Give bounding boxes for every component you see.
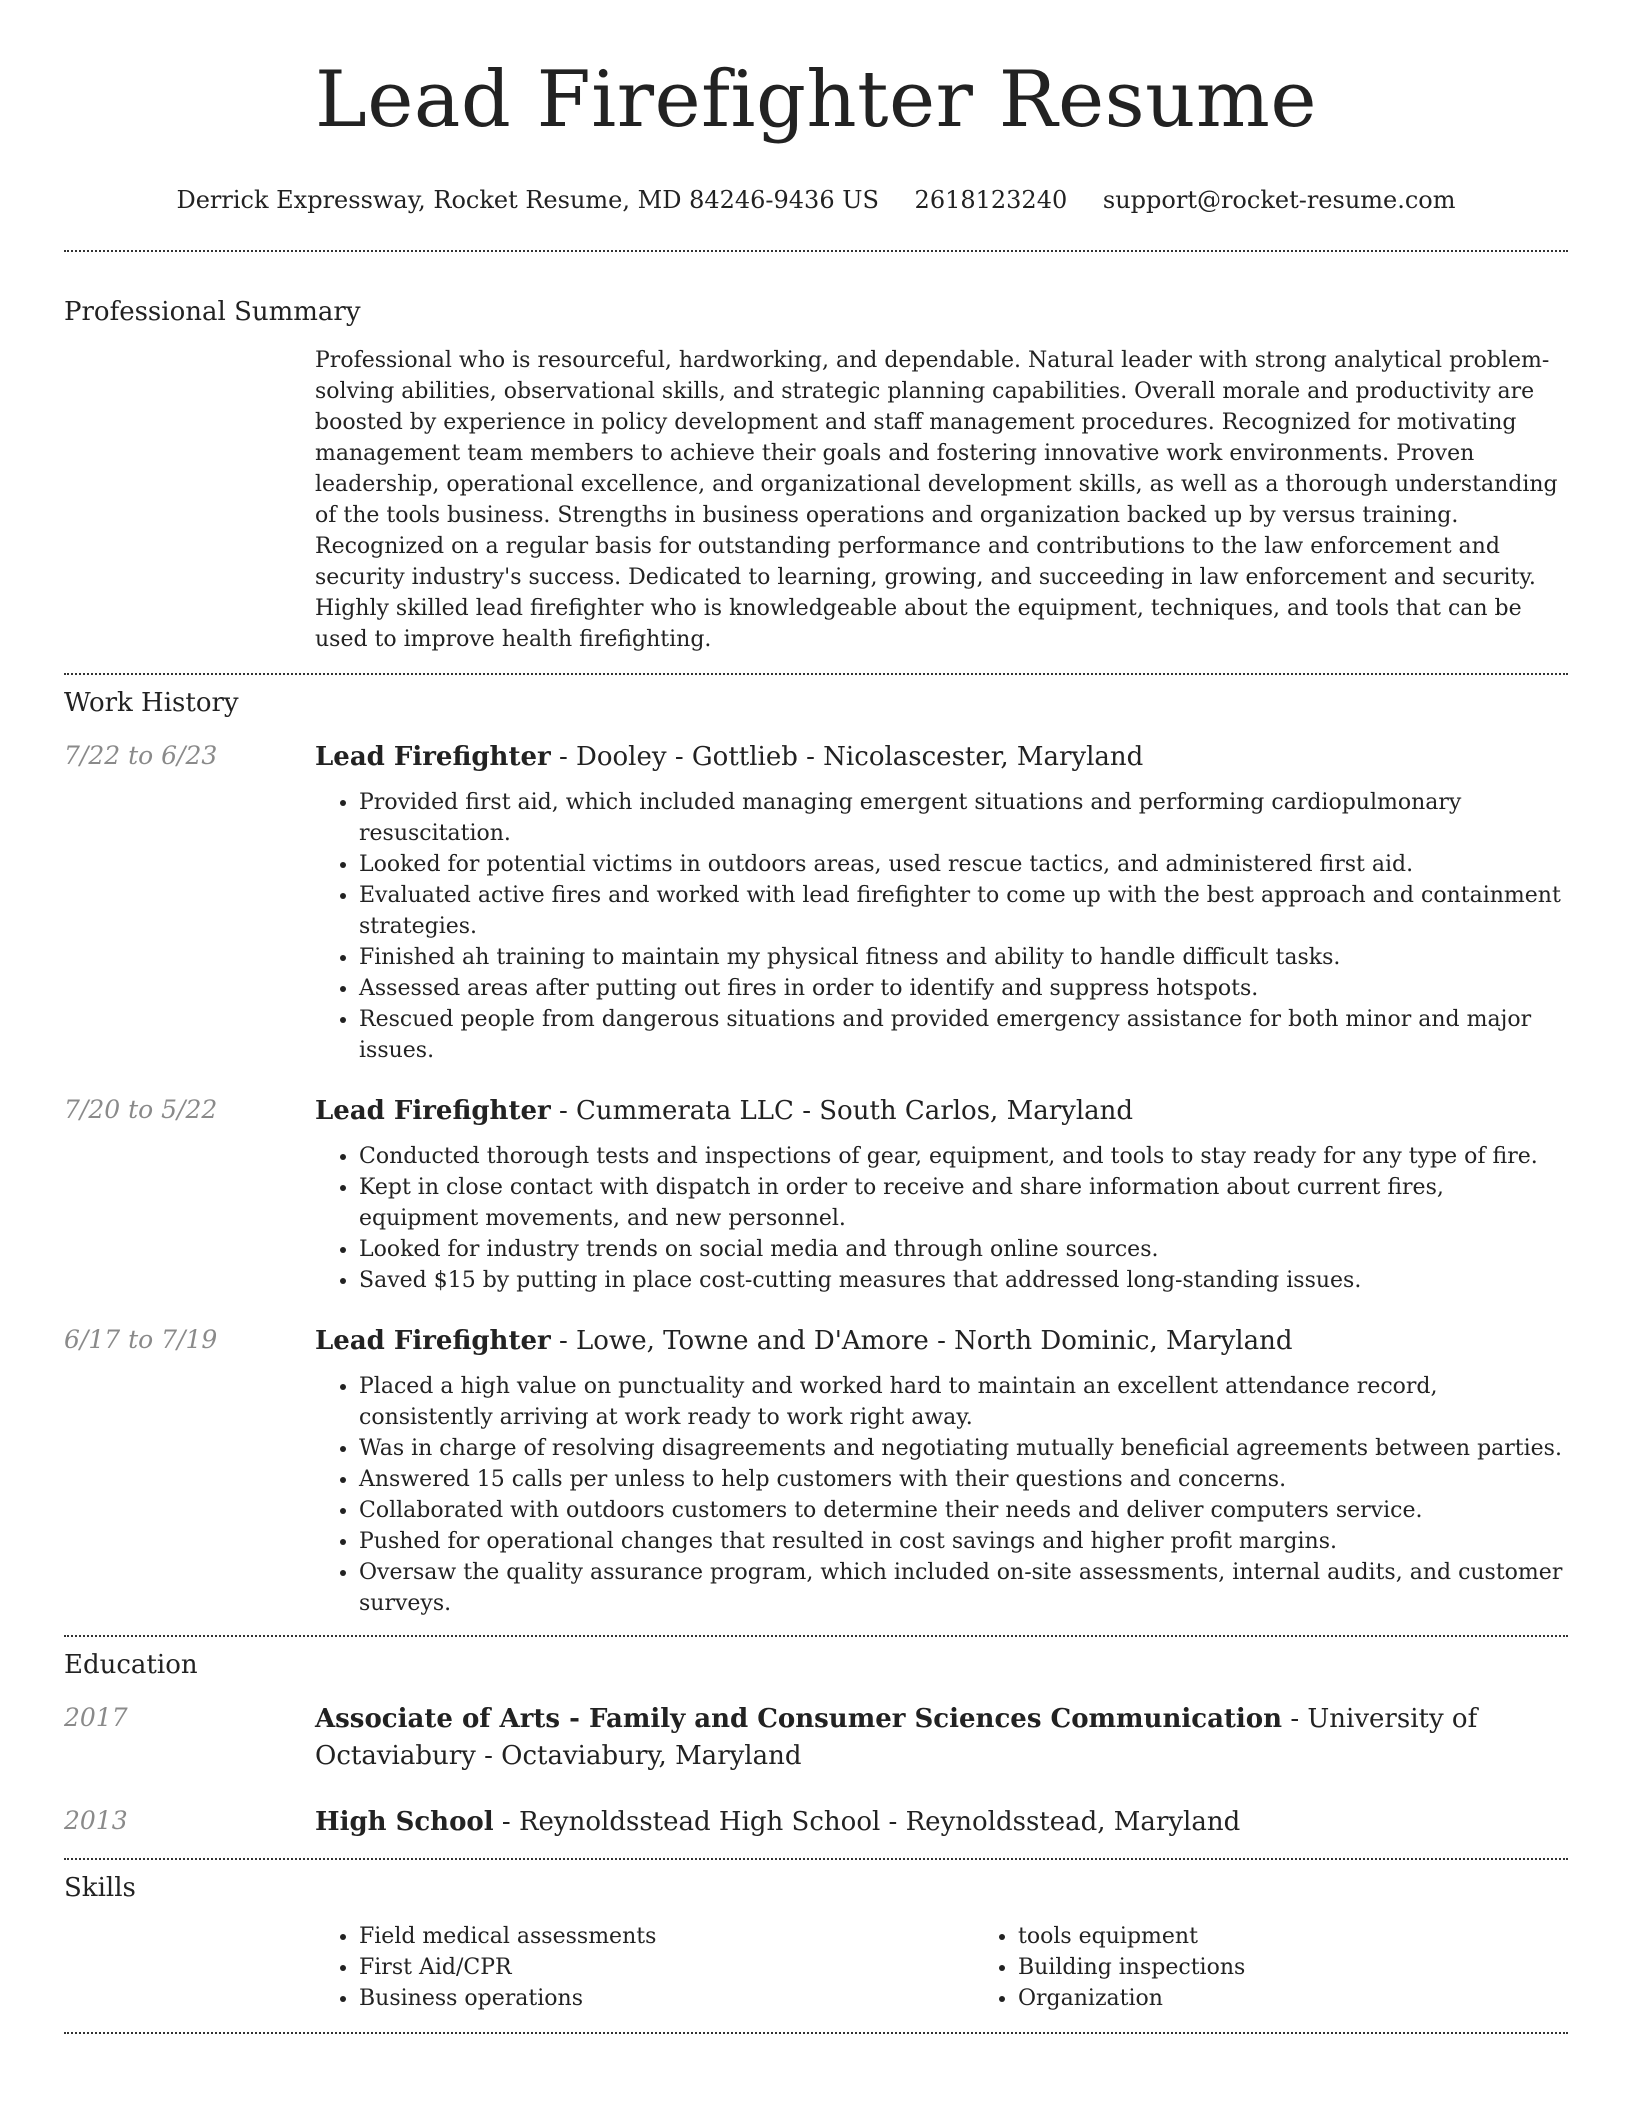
summary-text: Professional who is resourceful, hardworking, and dependable. Natural leader with strong analytical problem-solving abilities, observational skills, and strategic planning capabilities. Overall morale and productivity are boosted by experience in policy development and staff management procedures. Recognized for motivating management team members to achieve their goals and fostering innovative work environments. Proven leadership, operational excellence, and organizational development skills, as well as a thorough understanding of the tools business. Strengths in business operations and organization backed up by versus training. Recognized on a regular basis for outstanding performance and contributions to the law enforcement and security industry's success. Dedicated to learning, growing, and succeeding in law enforcement and security. Highly skilled lead firefighter who is knowledgeable about the equipment, techniques, and tools that can be used to improve health firefighting. xyxy=(315,348,1558,652)
divider xyxy=(64,1635,1568,1637)
skill-item: • tools equipment xyxy=(1018,1921,1632,1952)
list-item: • Oversaw the quality assurance program, which included on-site assessments, internal audits, and customer surveys. xyxy=(359,1557,1568,1619)
job-bullets-row xyxy=(64,1371,1568,1619)
skill-item: • Field medical assessments xyxy=(359,1921,974,1952)
divider xyxy=(64,2032,1568,2034)
list-item: • Finished ah training to maintain my physical fitness and ability to handle difficult tasks. xyxy=(359,942,1568,973)
job-entry xyxy=(64,1093,1568,1296)
job-entry xyxy=(64,739,1568,1066)
list-item: • Collaborated with outdoors customers to determine their needs and deliver computers service. xyxy=(359,1495,1568,1526)
job-role: Lead Firefighter xyxy=(315,742,551,772)
section-heading-skills: Skills xyxy=(64,1873,136,1903)
job-bullets-spacer xyxy=(64,1371,315,1619)
list-item: • Assessed areas after putting out fires in order to identify and suppress hotspots. xyxy=(359,973,1568,1004)
job-dates: 7/20 to 5/22 xyxy=(64,1095,218,1124)
contact-address: Derrick Expressway, Rocket Resume, MD 84246-9436 US xyxy=(176,186,879,214)
job-bullets-row xyxy=(64,1141,1568,1296)
skills-column xyxy=(315,1921,974,2014)
job-bullets-spacer xyxy=(64,1141,315,1296)
job-title xyxy=(315,739,1568,775)
list-item: • Placed a high value on punctuality and worked hard to maintain an excellent attendance record, consistently arriving at work ready to work right away. xyxy=(359,1371,1568,1433)
education-title xyxy=(315,1804,1568,1841)
job-header xyxy=(64,739,1568,775)
education-details: - University of Octaviabury - Octaviabury, Maryland xyxy=(315,1704,1478,1771)
list-item: • Answered 15 calls per unless to help customers with their questions and concerns. xyxy=(359,1464,1568,1495)
list-item: • Was in charge of resolving disagreements and negotiating mutually beneficial agreements between parties. xyxy=(359,1433,1568,1464)
skill-item: • First Aid/CPR xyxy=(359,1952,974,1983)
contact-email: support@rocket-resume.com xyxy=(1102,186,1456,214)
job-title xyxy=(315,1093,1568,1129)
skills-grid xyxy=(315,1921,1632,2014)
section-heading-education: Education xyxy=(64,1650,198,1680)
divider xyxy=(64,673,1568,675)
job-bullets-spacer xyxy=(64,787,315,1066)
contact-line xyxy=(64,184,1568,216)
job-role: Lead Firefighter xyxy=(315,1326,551,1356)
job-bullets xyxy=(315,787,1568,1066)
divider xyxy=(64,1858,1568,1860)
divider xyxy=(64,250,1568,252)
list-item: • Provided first aid, which included managing emergent situations and performing cardiopulmonary resuscitation. xyxy=(359,787,1568,849)
education-entry xyxy=(64,1804,1568,1841)
skills-column xyxy=(974,1921,1632,2014)
resume-page xyxy=(64,0,1568,2034)
list-item: • Conducted thorough tests and inspections of gear, equipment, and tools to stay ready for any type of fire. xyxy=(359,1141,1568,1172)
job-bullets-col xyxy=(315,1141,1568,1296)
job-bullets-col xyxy=(315,1371,1568,1619)
job-dates: 7/22 to 6/23 xyxy=(64,741,218,770)
job-dates: 6/17 to 7/19 xyxy=(64,1325,218,1354)
education-year: 2013 xyxy=(64,1806,128,1835)
skill-item: • Organization xyxy=(1018,1983,1632,2014)
skills-spacer xyxy=(64,1921,315,2014)
summary-spacer xyxy=(64,345,315,655)
list-item: • Looked for industry trends on social media and through online sources. xyxy=(359,1234,1568,1265)
skill-item: • Building inspections xyxy=(1018,1952,1632,1983)
job-details: - Dooley - Gottlieb - Nicolascester, Maryland xyxy=(550,742,1144,772)
list-item: • Evaluated active fires and worked with lead firefighter to come up with the best approach and containment strategies. xyxy=(359,880,1568,942)
job-header xyxy=(64,1093,1568,1129)
education-degree: High School xyxy=(315,1807,494,1837)
list-item: • Rescued people from dangerous situations and provided emergency assistance for both minor and major issues. xyxy=(359,1004,1568,1066)
resume-title: Lead Firefighter Resume xyxy=(314,55,1318,145)
job-role: Lead Firefighter xyxy=(315,1096,551,1126)
job-bullets xyxy=(315,1141,1568,1296)
education-degree: Associate of Arts - Family and Consumer Sciences Communication xyxy=(315,1704,1283,1734)
job-details: - Cummerata LLC - South Carlos, Maryland xyxy=(550,1096,1134,1126)
job-bullets-col xyxy=(315,787,1568,1066)
contact-phone: 2618123240 xyxy=(914,186,1068,214)
job-bullets xyxy=(315,1371,1568,1619)
job-title xyxy=(315,1323,1568,1359)
list-item: • Looked for potential victims in outdoors areas, used rescue tactics, and administered first aid. xyxy=(359,849,1568,880)
summary-row xyxy=(64,345,1568,655)
skills-row xyxy=(64,1921,1568,2014)
section-heading-summary: Professional Summary xyxy=(64,297,361,327)
education-year: 2017 xyxy=(64,1703,128,1732)
list-item: • Saved $15 by putting in place cost-cutting measures that addressed long-standing issues. xyxy=(359,1265,1568,1296)
list-item: • Kept in close contact with dispatch in order to receive and share information about current fires, equipment movements, and new personnel. xyxy=(359,1172,1568,1234)
education-title xyxy=(315,1701,1568,1775)
job-entry xyxy=(64,1323,1568,1619)
skill-item: • Business operations xyxy=(359,1983,974,2014)
list-item: • Pushed for operational changes that resulted in cost savings and higher profit margins. xyxy=(359,1526,1568,1557)
section-heading-work-history: Work History xyxy=(64,688,239,718)
job-details: - Lowe, Towne and D'Amore - North Dominic, Maryland xyxy=(550,1326,1293,1356)
job-header xyxy=(64,1323,1568,1359)
job-bullets-row xyxy=(64,787,1568,1066)
education-entry xyxy=(64,1701,1568,1775)
education-details: - Reynoldsstead High School - Reynoldsstead, Maryland xyxy=(493,1807,1241,1837)
